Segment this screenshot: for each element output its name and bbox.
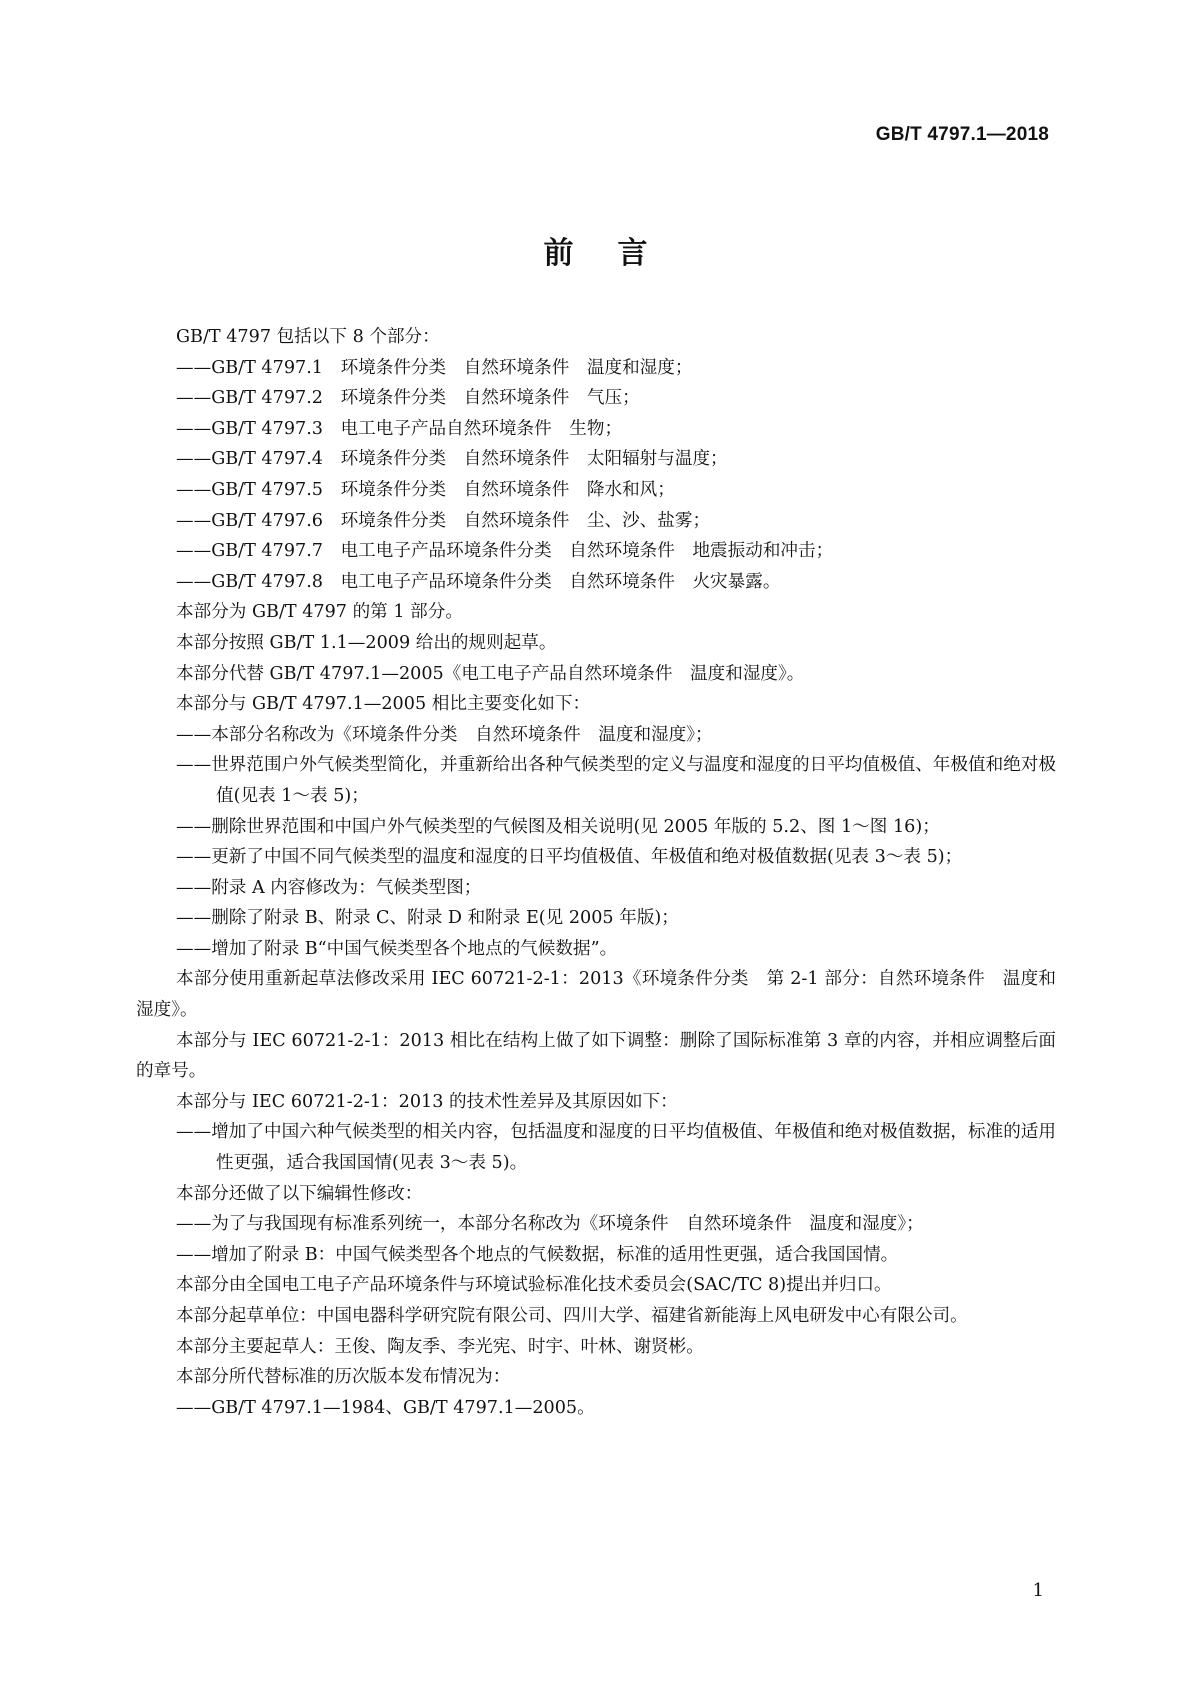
list-item: ——GB/T 4797.2 环境条件分类 自然环境条件 气压； (176, 388, 640, 409)
paragraph: 本部分与 IEC 60721-2-1：2013 的技术性差异及其原因如下： (176, 1091, 678, 1112)
list-item: ——增加了附录 B“中国气候类型各个地点的气候数据”。 (176, 938, 618, 959)
list-item: ——增加了中国六种气候类型的相关内容，包括温度和湿度的日平均值极值、年极值和绝对极值数据，标准的适用性更强，适合我国国情(见表 3～表 5)。 (176, 1122, 1056, 1174)
list-item: ——GB/T 4797.7 电工电子产品环境条件分类 自然环境条件 地震振动和冲击； (176, 541, 834, 562)
list-item: ——GB/T 4797.5 环境条件分类 自然环境条件 降水和风； (176, 479, 675, 500)
list-item: ——删除了附录 B、附录 C、附录 D 和附录 E(见 2005 年版)； (176, 908, 679, 929)
list-item: ——为了与我国现有标准系列统一，本部分名称改为《环境条件 自然环境条件 温度和湿度》； (176, 1214, 924, 1235)
list-item: ——世界范围户外气候类型简化，并重新给出各种气候类型的定义与温度和湿度的日平均值极值、年极值和绝对极值(见表 1～表 5)； (176, 755, 1056, 806)
paragraph: 本部分由全国电工电子产品环境条件与环境试验标准化技术委员会(SAC/TC 8)提出并归口。 (176, 1275, 892, 1296)
list-item: ——附录 A 内容修改为：气候类型图； (176, 877, 482, 898)
paragraph: 本部分与 IEC 60721-2-1：2013 相比在结构上做了如下调整：删除了国际标准第 3 章的内容，并相应调整后面的章号。 (136, 1030, 1056, 1082)
paragraph: 本部分为 GB/T 4797 的第 1 部分。 (176, 602, 463, 623)
paragraph: 本部分还做了以下编辑性修改： (176, 1183, 423, 1204)
list-item: ——GB/T 4797.3 电工电子产品自然环境条件 生物； (176, 418, 623, 439)
list-item: ——GB/T 4797.6 环境条件分类 自然环境条件 尘、沙、盐雾； (176, 510, 711, 531)
list-item: ——GB/T 4797.8 电工电子产品环境条件分类 自然环境条件 火灾暴露。 (176, 571, 781, 592)
paragraph: 本部分与 GB/T 4797.1—2005 相比主要变化如下： (176, 694, 591, 715)
list-item: ——GB/T 4797.1—1984、GB/T 4797.1—2005。 (176, 1397, 595, 1418)
paragraph: 本部分主要起草人：王俊、陶友季、李光宪、时宇、叶林、谢贤彬。 (176, 1336, 704, 1357)
paragraph: 本部分使用重新起草法修改采用 IEC 60721-2-1：2013《环境条件分类 第 2-1 部分：自然环境条件 温度和湿度》。 (136, 969, 1056, 1021)
list-item: ——本部分名称改为《环境条件分类 自然环境条件 温度和湿度》； (176, 724, 713, 745)
paragraph: 本部分起草单位：中国电器科学研究院有限公司、四川大学、福建省新能海上风电研发中心有限公司。 (176, 1306, 968, 1326)
list-item: ——更新了中国不同气候类型的温度和湿度的日平均值极值、年极值和绝对极值数据(见表 3～表 5)； (176, 847, 963, 868)
paragraph: 本部分代替 GB/T 4797.1—2005《电工电子产品自然环境条件 温度和湿度》。 (176, 663, 805, 684)
list-item: ——GB/T 4797.1 环境条件分类 自然环境条件 温度和湿度； (176, 357, 693, 378)
paragraph: GB/T 4797 包括以下 8 个部分： (176, 327, 440, 347)
list-item: ——增加了附录 B：中国气候类型各个地点的气候数据，标准的适用性更强，适合我国国情。 (176, 1244, 899, 1265)
paragraph: 本部分按照 GB/T 1.1—2009 给出的规则起草。 (176, 632, 557, 653)
standard-number-header: GB/T 4797.1—2018 (875, 124, 1049, 145)
page-title: 前言 (543, 236, 692, 271)
page-number: 1 (1032, 1580, 1044, 1601)
list-item: ——删除世界范围和中国户外气候类型的气候图及相关说明(见 2005 年版的 5.2、图 1～图 16)； (176, 816, 940, 837)
list-item: ——GB/T 4797.4 环境条件分类 自然环境条件 太阳辐射与温度； (176, 449, 728, 470)
foreword-body (136, 322, 1056, 1423)
paragraph: 本部分所代替标准的历次版本发布情况为： (176, 1367, 511, 1388)
